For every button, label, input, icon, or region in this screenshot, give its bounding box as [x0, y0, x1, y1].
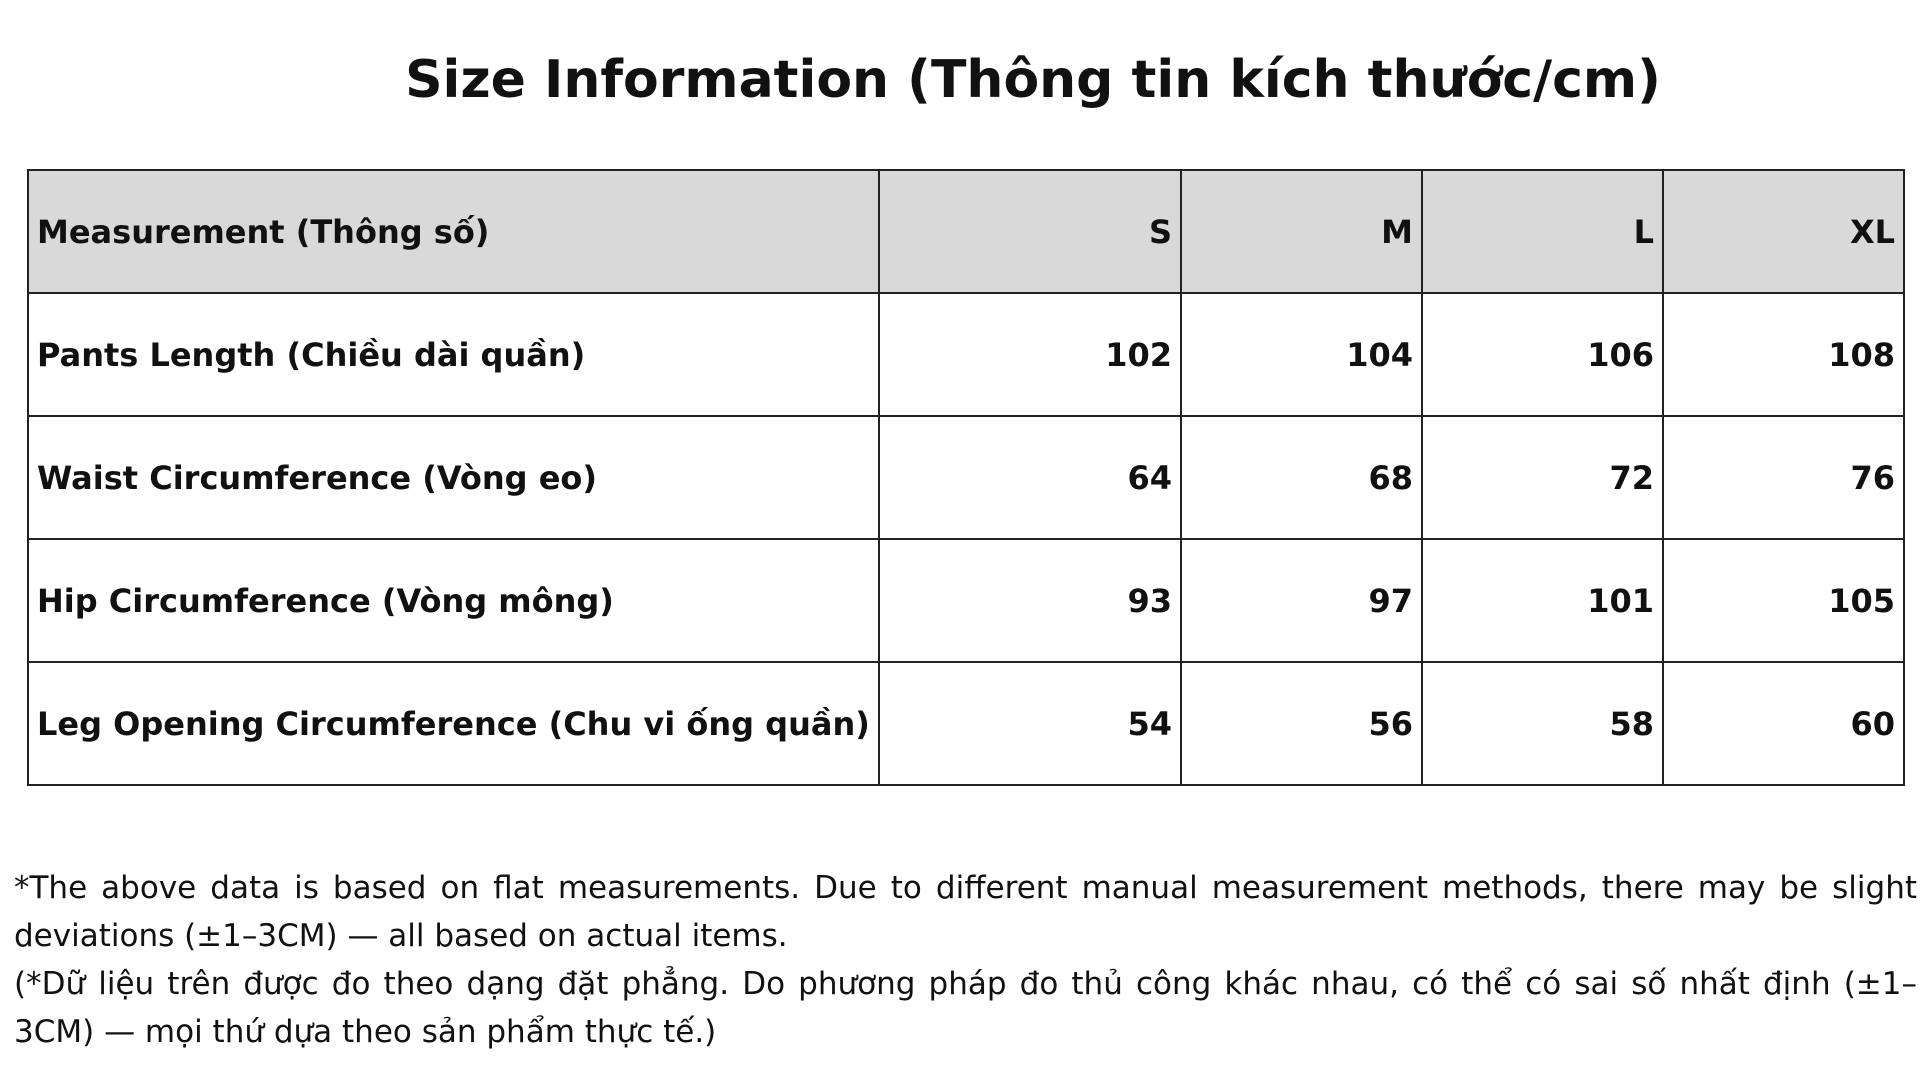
- row-label: Hip Circumference (Vòng mông): [28, 539, 879, 662]
- note-english: *The above data is based on flat measurements. Due to different manual measurement methods, there may be slight deviations (±1–3CM) — all based on actual items.: [14, 870, 1917, 954]
- table-header-row: [28, 170, 1904, 293]
- row-label: Waist Circumference (Vòng eo): [28, 416, 879, 539]
- cell-value: 54: [879, 662, 1181, 785]
- measurement-note: [14, 864, 1917, 1056]
- cell-value: 105: [1663, 539, 1904, 662]
- cell-value: 101: [1422, 539, 1663, 662]
- cell-value: 58: [1422, 662, 1663, 785]
- cell-value: 64: [879, 416, 1181, 539]
- table-row: [28, 662, 1904, 785]
- cell-value: 72: [1422, 416, 1663, 539]
- header-size-xl: XL: [1663, 170, 1904, 293]
- table-row: [28, 416, 1904, 539]
- note-vietnamese: (*Dữ liệu trên được đo theo dạng đặt phẳng. Do phương pháp đo thủ công khác nhau, có thể có sai số nhất định (±1–3CM) — mọi thứ dựa theo sản phẩm thực tế.): [14, 966, 1917, 1050]
- header-size-s: S: [879, 170, 1181, 293]
- cell-value: 60: [1663, 662, 1904, 785]
- row-label: Pants Length (Chiều dài quần): [28, 293, 879, 416]
- cell-value: 104: [1181, 293, 1422, 416]
- cell-value: 56: [1181, 662, 1422, 785]
- cell-value: 106: [1422, 293, 1663, 416]
- row-label: Leg Opening Circumference (Chu vi ống quần): [28, 662, 879, 785]
- cell-value: 93: [879, 539, 1181, 662]
- header-size-l: L: [1422, 170, 1663, 293]
- cell-value: 102: [879, 293, 1181, 416]
- table-row: [28, 293, 1904, 416]
- page-title: Size Information (Thông tin kích thước/cm): [405, 50, 1661, 110]
- cell-value: 97: [1181, 539, 1422, 662]
- cell-value: 108: [1663, 293, 1904, 416]
- cell-value: 68: [1181, 416, 1422, 539]
- header-measurement: Measurement (Thông số): [28, 170, 879, 293]
- cell-value: 76: [1663, 416, 1904, 539]
- header-size-m: M: [1181, 170, 1422, 293]
- table-row: [28, 539, 1904, 662]
- size-table: [27, 169, 1905, 786]
